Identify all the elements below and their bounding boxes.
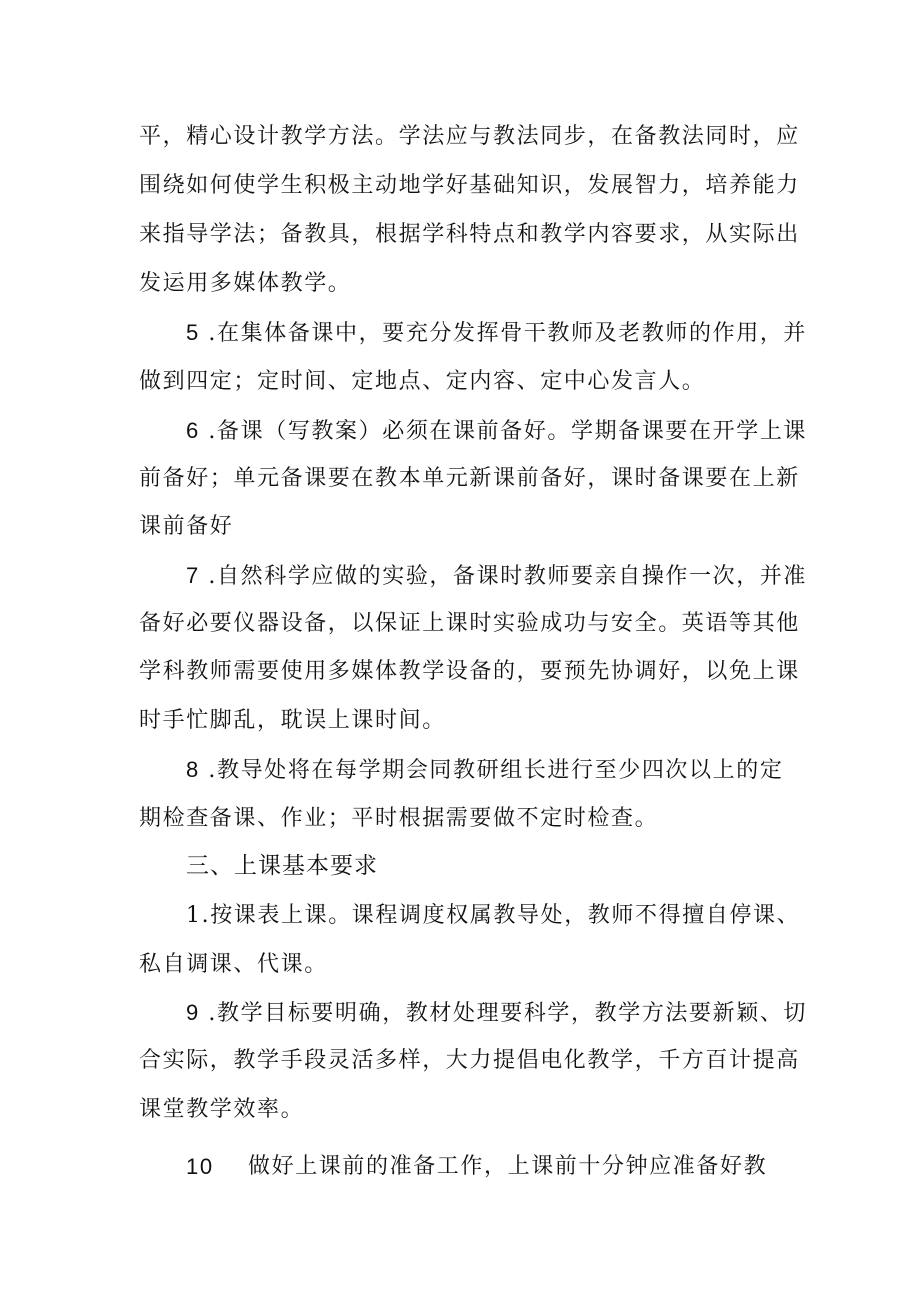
text-line: 前备好；单元备课要在教本单元新课前备好，课时备课要在上新 xyxy=(139,466,800,491)
text-line xyxy=(186,318,807,349)
text-line: 围绕如何使学生积极主动地学好基础知识，发展智力，培养能力 xyxy=(139,173,800,198)
text-line: 来指导学法；备教具，根据学科特点和教学内容要求，从实际出 xyxy=(139,222,800,247)
item-number: 8 xyxy=(186,757,200,782)
item-text: .备课（写教案）必须在课前备好。学期备课要在开学上课 xyxy=(199,419,808,444)
text-line: 合实际，教学手段灵活多样，大力提倡电化教学，千方百计提高 xyxy=(139,1048,800,1073)
text-line: 做好上课前的准备工作，上课前十分钟应准备好教 xyxy=(248,1154,768,1179)
text-line: 发运用多媒体教学。 xyxy=(139,271,352,296)
text-line: 备好必要仪器设备，以保证上课时实验成功与安全。英语等其他 xyxy=(139,611,800,636)
text-line xyxy=(186,416,807,447)
text-line: 课堂教学效率。 xyxy=(139,1097,305,1122)
item-text: .自然科学应做的实验，备课时教师要亲自操作一次，并准 xyxy=(199,564,808,589)
text-line xyxy=(186,998,807,1029)
item-number: 7 xyxy=(186,563,200,588)
text-line: 学科教师需要使用多媒体教学设备的，要预先协调好，以免上课 xyxy=(139,659,800,684)
text-line: 期检查备课、作业；平时根据需要做不定时检查。 xyxy=(139,806,659,831)
item-number: 6 xyxy=(186,418,200,443)
item-text: .在集体备课中，要充分发挥骨干教师及老教师的作用，并 xyxy=(199,321,808,346)
item-number: 10 xyxy=(186,1154,214,1179)
text-line: 时手忙脚乱，耽误上课时间。 xyxy=(139,708,446,733)
text-line xyxy=(186,561,807,592)
item-number: 5 xyxy=(186,320,200,345)
section-heading: 三、上课基本要求 xyxy=(186,853,378,879)
item-text: .教导处将在每学期会同教研组长进行至少四次以上的定 xyxy=(199,758,784,783)
text-line: 1.按课表上课。课程调度权属教导处，教师不得擅自停课、 xyxy=(186,903,801,928)
text-line: 课前备好 xyxy=(139,514,234,539)
text-line: 平，精心设计教学方法。学法应与教法同步，在备教法同时，应 xyxy=(139,124,800,149)
item-number: 9 xyxy=(186,1000,200,1025)
item-text: .教学目标要明确，教材处理要科学，教学方法要新颖、切 xyxy=(199,1001,808,1026)
text-line: 私自调课、代课。 xyxy=(139,952,328,977)
text-line: 做到四定；定时间、定地点、定内容、定中心发言人。 xyxy=(139,369,706,394)
text-line xyxy=(186,755,783,786)
